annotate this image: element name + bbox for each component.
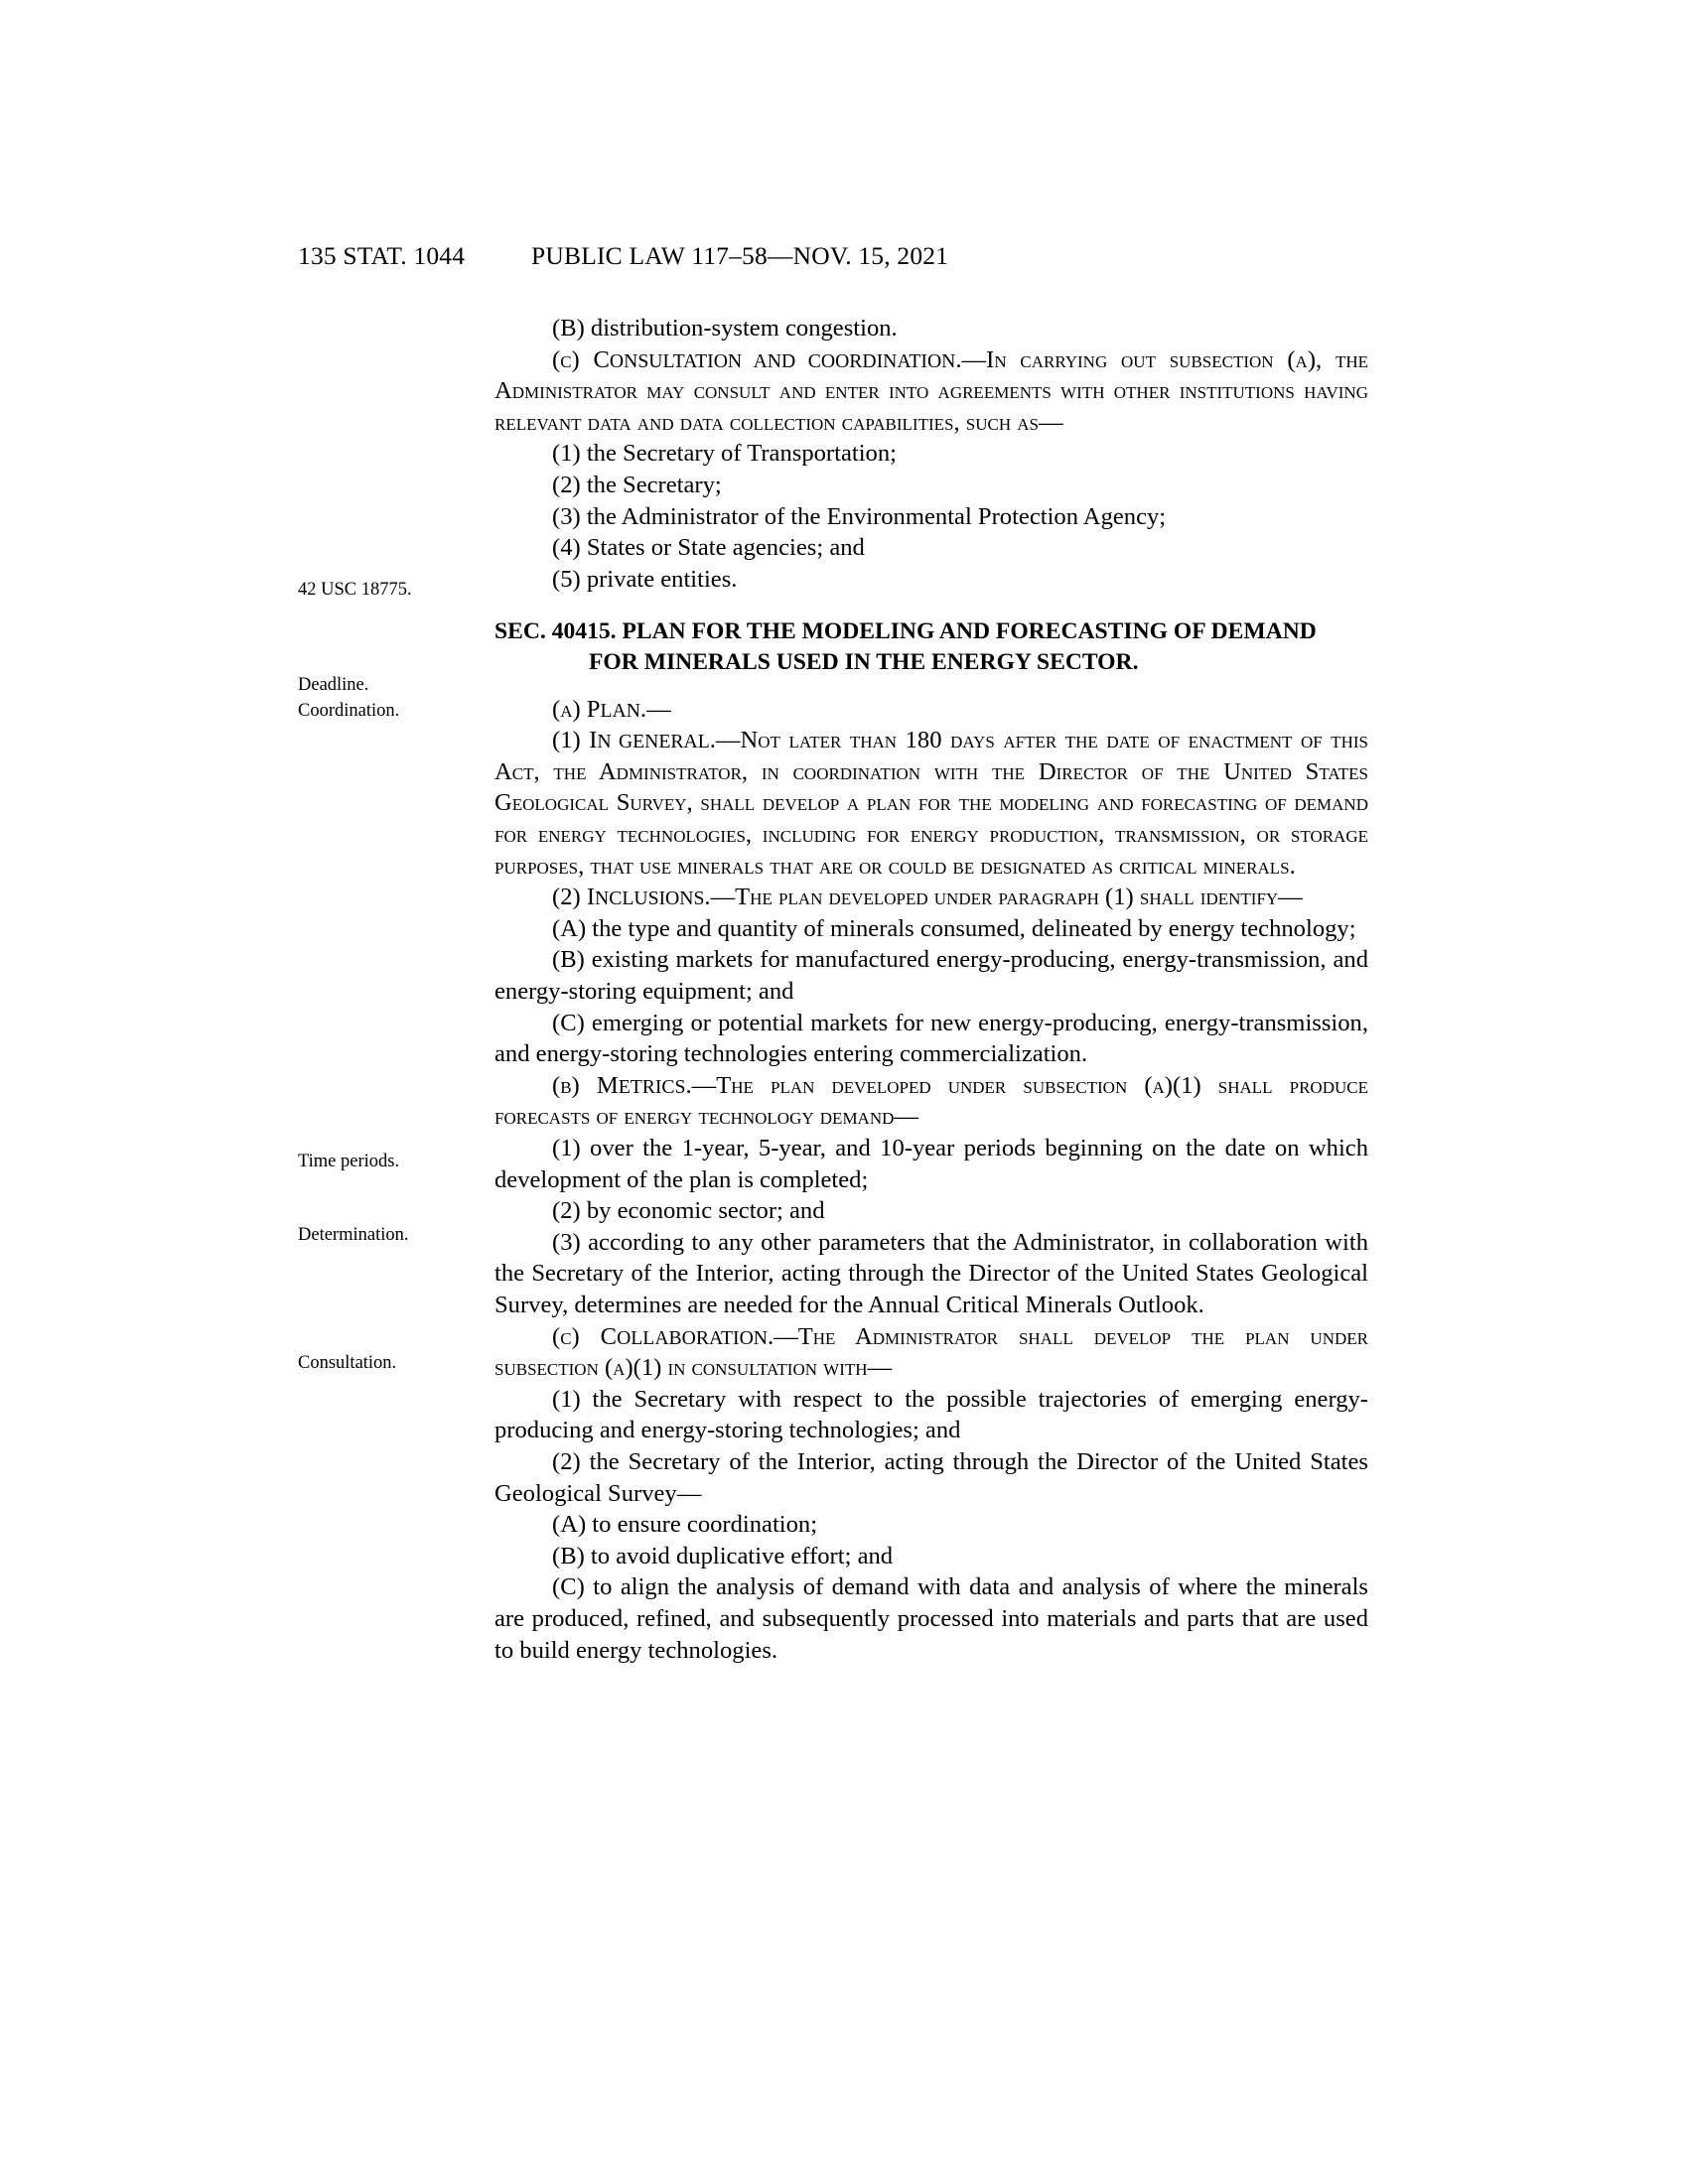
- section-heading-line-2: FOR MINERALS USED IN THE ENERGY SECTOR.: [589, 649, 1139, 676]
- section-heading-line-1: SEC. 40415. PLAN FOR THE MODELING AND FORECASTING OF DEMAND: [494, 618, 1317, 645]
- paragraph-1-in-general: (1) IN GENERAL.—Not later than 180 days after the date of enactment of this Act, the Administrator, in coordination with the Director of the United States Geological Survey, shall develop a plan for the modeling and forecasting of demand for energy technologies, including for energy production, transmission, or storage purposes, that use minerals that are or could be designated as critical minerals.: [494, 727, 1368, 880]
- paragraph-c-consultation-coordination: (c) CONSULTATION AND COORDINATION.—In carrying out subsection (a), the Administrator may consult and enter into agreements with other institutions having relevant data and data collection capabilities, such as—: [494, 345, 1368, 436]
- margin-note-coordination: Coordination.: [298, 701, 400, 721]
- margin-note-usc-citation: 42 USC 18775.: [298, 580, 412, 600]
- body-text-column: [494, 313, 1368, 1666]
- subparagraph-c-emerging-markets: (C) emerging or potential markets for new energy-producing, energy-transmission, and energy-storing technologies entering commercialization.: [494, 1009, 1368, 1068]
- statute-page-number: 135 STAT. 1044: [298, 241, 466, 270]
- section-heading: [494, 616, 1368, 677]
- subparagraph-b-existing-markets: (B) existing markets for manufactured energy-producing, energy-transmission, and energy-storing equipment; and: [494, 946, 1368, 1006]
- paragraph-2-secretary: (2) the Secretary;: [552, 471, 722, 498]
- subparagraph-b-avoid-duplication: (B) to avoid duplicative effort; and: [552, 1542, 894, 1570]
- metrics-paragraph-1-periods: (1) over the 1-year, 5-year, and 10-year periods beginning on the date on which development of the plan is completed;: [494, 1135, 1368, 1193]
- metrics-paragraph-2-economic-sector: (2) by economic sector; and: [552, 1197, 825, 1225]
- subparagraph-a-ensure-coordination: (A) to ensure coordination;: [552, 1511, 818, 1539]
- margin-note-consultation: Consultation.: [298, 1353, 397, 1373]
- subparagraph-c-align-analysis: (C) to align the analysis of demand with data and analysis of where the minerals are produced, refined, and subsequently processed into materials and parts that are used to build energy technologies.: [494, 1573, 1368, 1664]
- paragraph-3-epa-administrator: (3) the Administrator of the Environmental Protection Agency;: [552, 502, 1167, 530]
- paragraph-4-states: (4) States or State agencies; and: [552, 534, 865, 562]
- public-law-citation: PUBLIC LAW 117–58—NOV. 15, 2021: [531, 241, 949, 270]
- page-header: [298, 241, 1390, 271]
- paragraph-2-inclusions: (2) INCLUSIONS.—The plan developed under paragraph (1) shall identify—: [552, 884, 1303, 911]
- margin-note-determination: Determination.: [298, 1225, 409, 1245]
- margin-note-deadline: Deadline.: [298, 675, 369, 695]
- collaboration-paragraph-1-secretary: (1) the Secretary with respect to the possible trajectories of emerging energy-producing and energy-storing technologies; and: [494, 1385, 1368, 1444]
- paragraph-5-private-entities: (5) private entities.: [552, 565, 738, 593]
- subsection-b-metrics: (b) METRICS.—The plan developed under subsection (a)(1) shall produce forecasts of energy technology demand—: [494, 1071, 1368, 1131]
- subsection-c-collaboration: (c) COLLABORATION.—The Administrator shall develop the plan under subsection (a)(1) in consultation with—: [494, 1322, 1368, 1382]
- metrics-paragraph-3-other-parameters: (3) according to any other parameters that the Administrator, in collaboration with the Secretary of the Interior, acting through the Director of the United States Geological Survey, determines are needed for the Annual Critical Minerals Outlook.: [494, 1228, 1368, 1318]
- margin-note-time-periods: Time periods.: [298, 1152, 400, 1171]
- subparagraph-a-type-quantity: (A) the type and quantity of minerals consumed, delineated by energy technology;: [552, 914, 1356, 942]
- paragraph-b-distribution: (B) distribution-system congestion.: [552, 315, 898, 341]
- subsection-a-plan: (a) PLAN.—: [552, 695, 671, 723]
- paragraph-1-secretary-transportation: (1) the Secretary of Transportation;: [552, 440, 897, 468]
- collaboration-paragraph-2-secretary-interior: (2) the Secretary of the Interior, acting through the Director of the United States Geological Survey—: [494, 1447, 1368, 1507]
